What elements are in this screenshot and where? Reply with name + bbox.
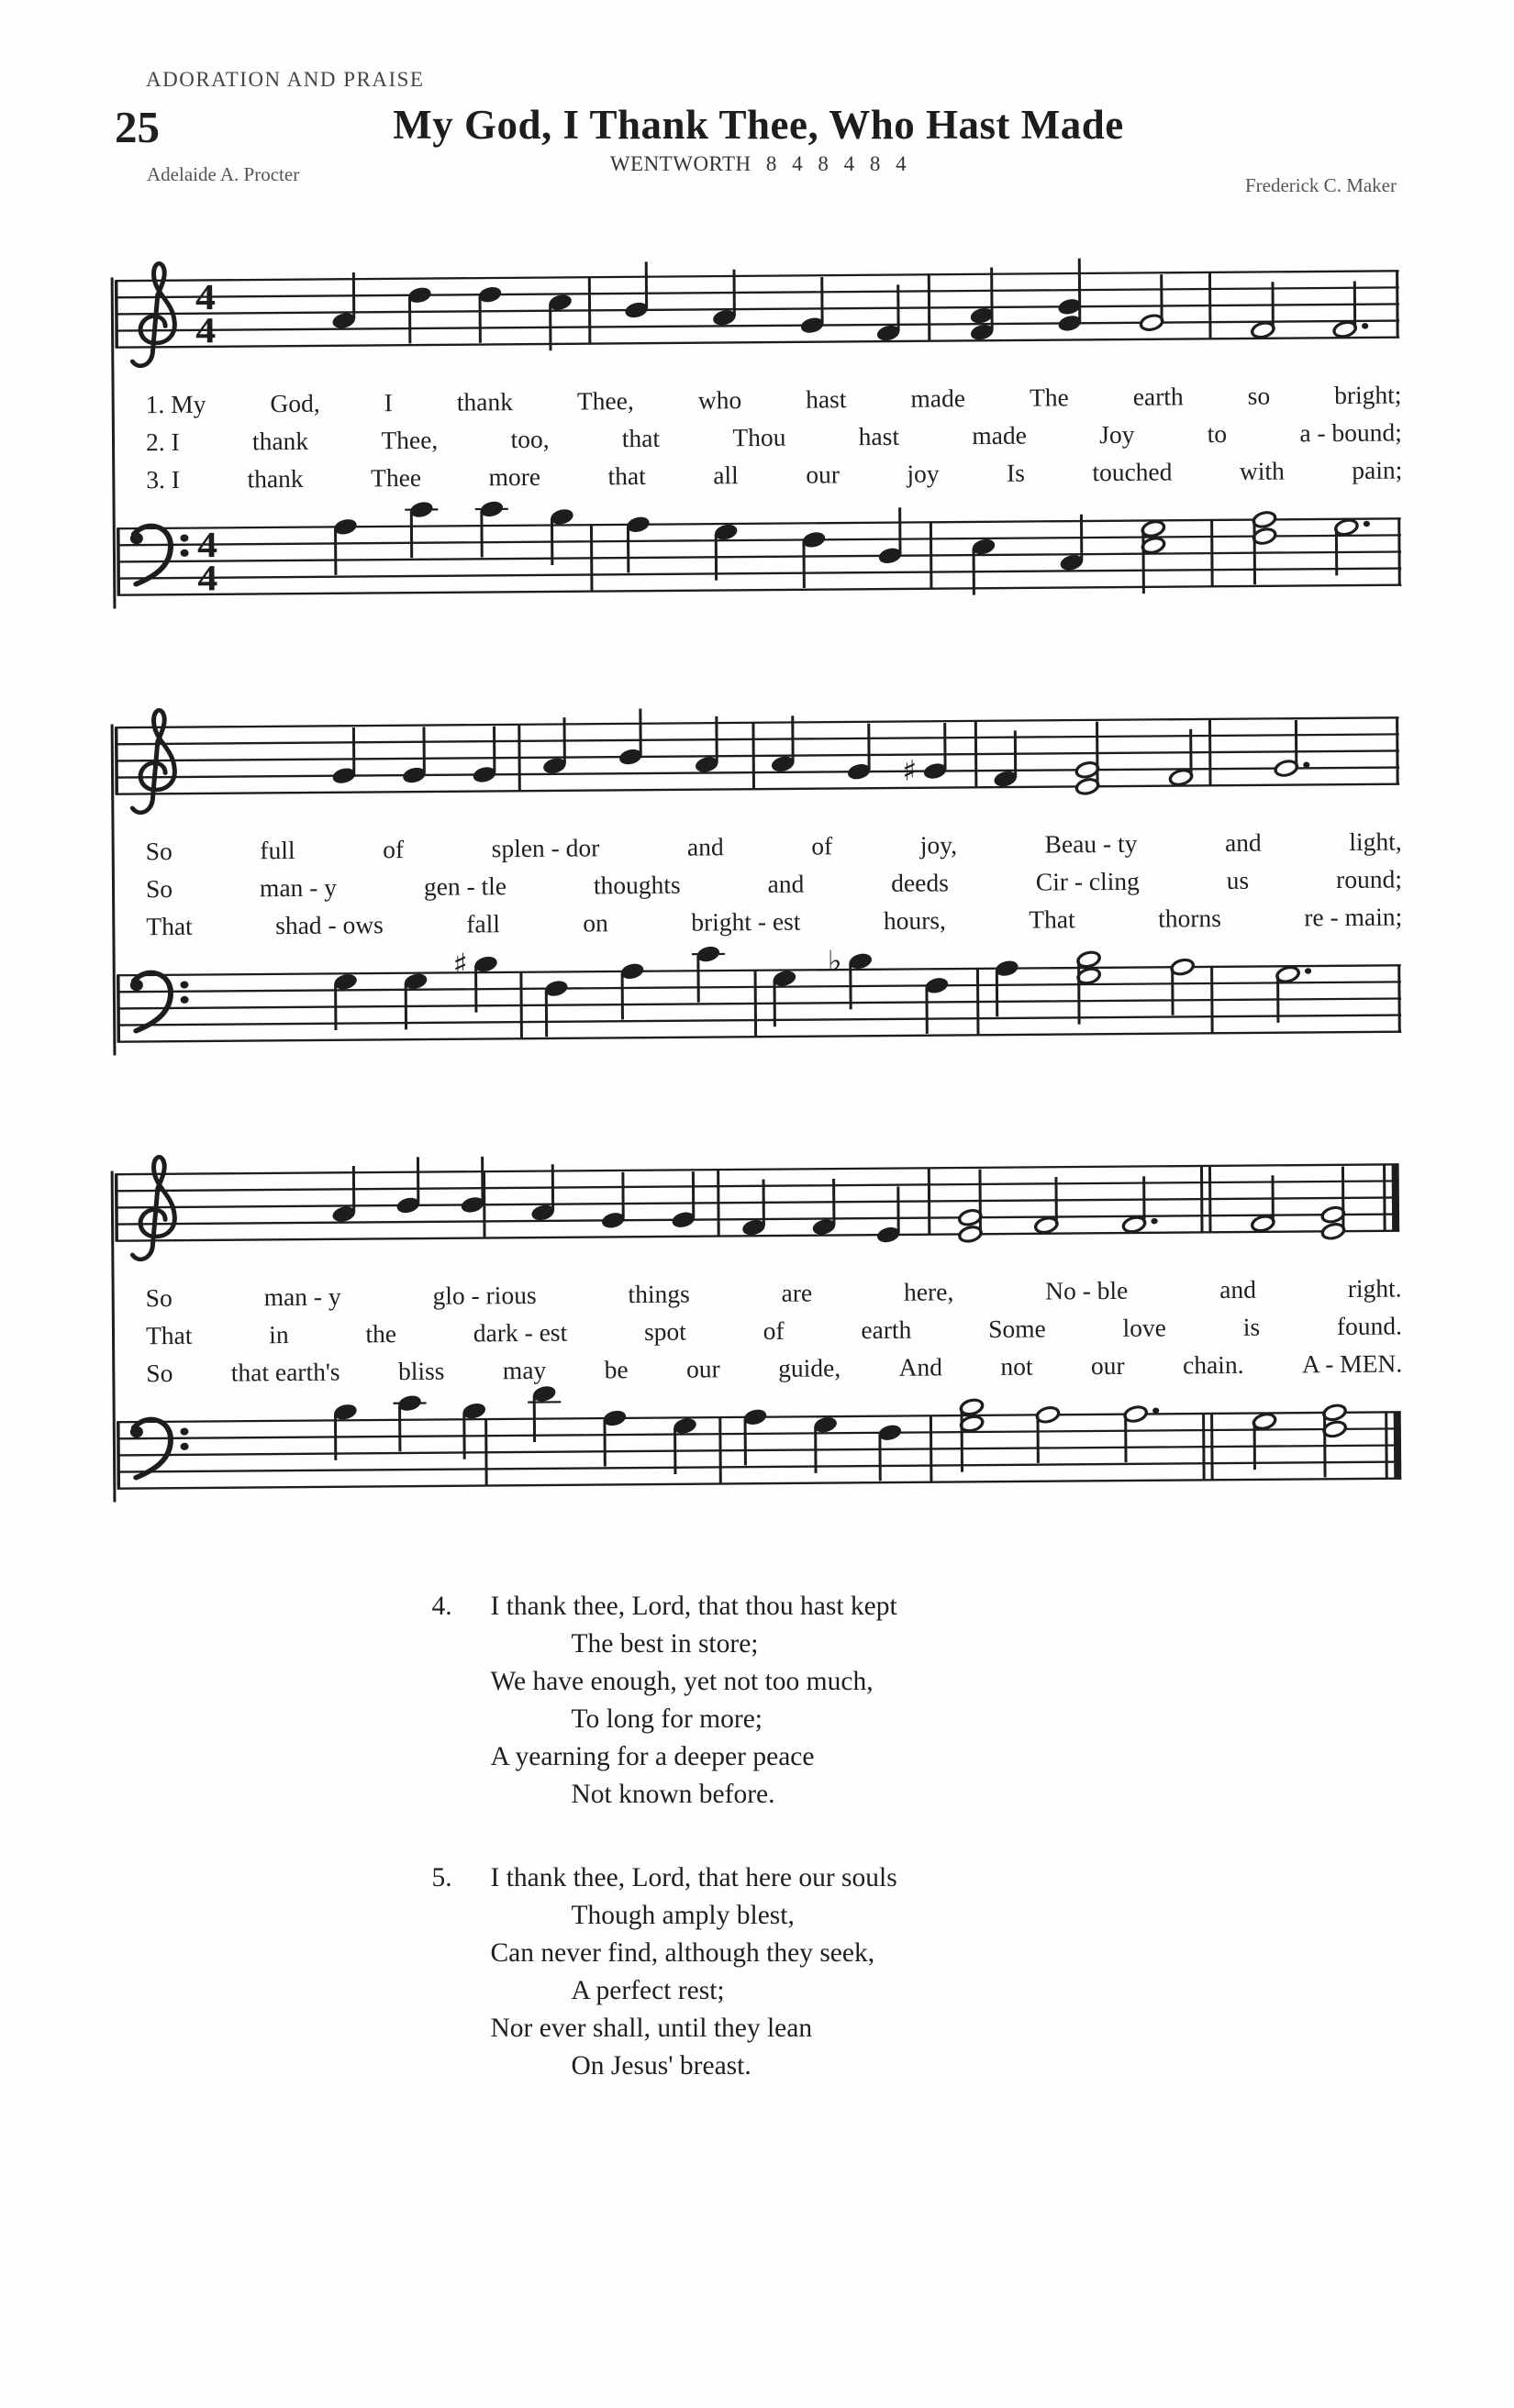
lyric-word: made — [972, 420, 1028, 450]
note — [1035, 1405, 1061, 1463]
lyric-word: shad - ows — [275, 910, 384, 940]
lyric-word: A - MEN. — [1301, 1348, 1403, 1379]
lyric-word: I — [384, 388, 393, 417]
lyric-word: man - y — [263, 1282, 341, 1312]
note — [1170, 958, 1196, 1015]
lyric-word: and — [1224, 827, 1262, 858]
verse-line: On Jesus' breast. — [571, 2051, 751, 2081]
note — [528, 1384, 562, 1442]
note — [462, 1402, 487, 1459]
verse-line: Nor ever shall, until they lean — [490, 2014, 813, 2043]
lyric-word: our — [806, 460, 840, 489]
note — [1033, 1177, 1059, 1235]
lyric-word: deeds — [891, 868, 949, 897]
note — [602, 1409, 628, 1467]
lyrics-block — [113, 375, 1405, 498]
bass-clef-icon — [130, 1419, 189, 1478]
lyric-word: The — [1029, 383, 1069, 412]
note — [1139, 274, 1164, 332]
note — [618, 708, 643, 766]
treble-staff — [111, 1126, 1403, 1286]
note — [1076, 950, 1102, 1025]
note — [623, 261, 649, 319]
lyric-word: and — [1219, 1274, 1257, 1304]
note — [1320, 1167, 1346, 1241]
note — [1074, 722, 1100, 796]
time-signature: 4 — [195, 311, 217, 351]
lyric-word: made — [910, 383, 966, 413]
lyric-word: thoughts — [593, 870, 681, 900]
accidental-icon: ♭ — [827, 944, 842, 978]
note — [994, 959, 1019, 1016]
lyric-word: Thou — [732, 422, 786, 452]
system — [111, 1126, 1405, 1534]
system — [111, 680, 1405, 1087]
lyric-word: a - bound; — [1299, 417, 1403, 448]
lyric-word: are — [781, 1278, 813, 1307]
note — [740, 1180, 766, 1237]
note — [959, 1398, 985, 1472]
lyric-word: not — [1000, 1351, 1033, 1381]
composer-name: Frederick C. Maker — [1244, 174, 1397, 196]
lyric-word: glo - rious — [432, 1280, 537, 1310]
note — [969, 267, 995, 341]
note — [472, 727, 497, 784]
note — [694, 716, 719, 774]
lyric-word: is — [1242, 1312, 1261, 1341]
verse-line: Can never find, although they seek, — [490, 1938, 875, 1968]
lyric-word: earth — [1132, 382, 1184, 411]
hymn-title: My God, I Thank Thee, Who Hast Made — [393, 102, 1124, 148]
tune-name-meter: WENTWORTH 8 4 8 4 8 4 — [609, 152, 907, 175]
lyric-word: 1. My — [145, 389, 206, 419]
note — [460, 1157, 485, 1215]
note — [1322, 1403, 1348, 1477]
note — [713, 523, 739, 581]
note — [625, 515, 651, 572]
note — [541, 717, 567, 775]
note — [1331, 281, 1368, 338]
note — [1059, 515, 1085, 572]
note — [333, 972, 359, 1030]
note — [992, 730, 1018, 788]
lyric-word: may — [502, 1355, 547, 1385]
lyric-word: So — [145, 837, 173, 866]
verse-line: A yearning for a deeper peace — [490, 1742, 815, 1771]
lyric-word: Some — [988, 1314, 1046, 1344]
lyric-word: Beau - ty — [1044, 828, 1138, 859]
note — [393, 1393, 427, 1451]
note — [770, 716, 796, 773]
note — [477, 285, 503, 343]
treble-staff — [111, 680, 1403, 839]
note — [875, 1186, 901, 1244]
lyric-word: on — [583, 908, 608, 938]
lyric-word: thank — [251, 426, 309, 456]
lyric-word: earth — [861, 1315, 912, 1345]
score — [113, 239, 1404, 1529]
verse-number: 4. — [431, 1592, 452, 1621]
lyric-word: dark - est — [473, 1317, 568, 1348]
note — [1252, 510, 1277, 584]
note — [877, 507, 903, 565]
lyric-word: Cir - cling — [1035, 866, 1140, 896]
lyric-word: right. — [1347, 1273, 1402, 1303]
lyric-word: So — [145, 874, 173, 904]
lyric-word: be — [604, 1355, 629, 1384]
note — [548, 293, 573, 350]
bass-staff — [113, 1374, 1405, 1534]
lyric-word: joy — [907, 459, 940, 488]
note — [330, 1166, 356, 1224]
lyric-word: man - y — [259, 872, 338, 903]
lyric-word: No - ble — [1045, 1275, 1129, 1305]
hymn-number: 25 — [115, 102, 160, 152]
note — [711, 270, 737, 327]
lyric-word: of — [811, 831, 833, 860]
lyric-word: to — [1207, 418, 1228, 449]
verse — [432, 1859, 1148, 2085]
lyric-word: with — [1239, 456, 1285, 485]
verse-line — [432, 1588, 1148, 1626]
lyric-word: So — [146, 1359, 173, 1388]
note — [619, 961, 645, 1019]
note — [801, 530, 827, 588]
lyric-word: fall — [466, 909, 501, 938]
verse-line: We have enough, yet not too much, — [490, 1667, 874, 1696]
lyric-word: hours, — [883, 905, 946, 935]
bass-staff — [113, 481, 1405, 640]
lyric-word: the — [365, 1319, 397, 1348]
note — [828, 944, 874, 1009]
lyric-word: Thee — [370, 462, 422, 493]
note — [333, 517, 359, 575]
note — [1168, 729, 1194, 787]
verse-line — [432, 1859, 1148, 1897]
lyric-word: bright; — [1334, 380, 1402, 410]
note — [875, 284, 901, 342]
note — [1275, 965, 1312, 1023]
bass-clef-icon — [130, 526, 189, 584]
time-signature: 4 — [195, 277, 217, 318]
lyric-word: God, — [270, 388, 320, 418]
note — [1056, 259, 1082, 333]
lyric-word: hast — [858, 421, 900, 451]
lyric-word: touched — [1092, 457, 1173, 487]
bass-staff — [113, 927, 1405, 1087]
note — [475, 500, 509, 558]
lyric-word: things — [628, 1279, 690, 1309]
note — [811, 1179, 837, 1237]
verse-line: The best in store; — [571, 1629, 759, 1659]
lyric-word: light, — [1349, 827, 1402, 856]
note — [670, 1171, 696, 1229]
accidental-icon: ♯ — [901, 754, 918, 788]
note — [452, 947, 499, 1012]
system — [111, 233, 1405, 640]
note — [799, 277, 825, 335]
lyric-word: here, — [903, 1277, 954, 1306]
lyric-word: bliss — [397, 1356, 445, 1386]
lyric-word: love — [1122, 1313, 1167, 1342]
note — [543, 979, 569, 1037]
note — [1141, 519, 1166, 594]
lyric-word: and — [686, 832, 724, 861]
time-signature: 4 — [196, 525, 218, 566]
lyric-word: bright - est — [691, 906, 801, 937]
lyric-word: our — [685, 1354, 720, 1383]
note — [332, 1403, 358, 1460]
lyric-word: Thee, — [576, 386, 634, 416]
lyric-word: splen - dor — [491, 833, 600, 863]
lyric-word: 3. I — [146, 464, 181, 494]
lyric-word: And — [898, 1352, 943, 1382]
time-signature: 4 — [197, 559, 218, 599]
lyric-word: Thee, — [381, 425, 439, 455]
note — [1250, 282, 1275, 339]
lyric-word: that — [621, 423, 661, 453]
note — [971, 538, 996, 595]
section-category: ADORATION AND PRAISE — [146, 68, 425, 91]
lyric-word: all — [713, 461, 739, 490]
note — [772, 969, 797, 1026]
lyric-word: that — [607, 461, 646, 491]
lyric-word: round; — [1335, 864, 1403, 894]
lyric-word: That — [1029, 904, 1075, 934]
verse-line: To long for more; — [571, 1704, 763, 1734]
lyric-word: 2. I — [145, 427, 180, 457]
note — [401, 727, 427, 784]
verse-line-text: I thank thee, Lord, that thou hast kept — [490, 1592, 897, 1621]
lyric-word: So — [145, 1283, 173, 1313]
lyric-word: found. — [1336, 1311, 1403, 1341]
note — [877, 1423, 903, 1481]
lyric-word: gen - tle — [423, 871, 507, 901]
lyric-word: joy, — [919, 830, 958, 860]
lyrics-block — [113, 1269, 1405, 1392]
lyric-word: That — [146, 911, 193, 941]
verse-line: A perfect rest; — [571, 1976, 725, 2005]
lyric-word: that earth's — [230, 1357, 340, 1387]
lyric-word: Is — [1006, 458, 1026, 487]
lyric-word: hast — [806, 384, 847, 414]
note — [529, 1164, 555, 1222]
note — [957, 1170, 983, 1244]
note — [403, 971, 429, 1029]
note — [406, 285, 432, 343]
note — [1333, 517, 1370, 575]
lyric-word: full — [260, 835, 295, 865]
note — [1121, 1176, 1158, 1234]
lyric-word: too, — [510, 424, 550, 454]
lyric-word: spot — [643, 1316, 686, 1346]
lyric-word: our — [1090, 1350, 1125, 1381]
note — [1250, 1175, 1275, 1233]
lyric-word: of — [383, 835, 405, 864]
lyric-word: pain; — [1352, 455, 1403, 484]
note — [331, 727, 357, 785]
author-name: Adelaide A. Procter — [147, 163, 300, 185]
lyric-word: and — [767, 869, 805, 898]
note — [549, 507, 574, 565]
lyric-word: so — [1247, 381, 1271, 410]
note — [1252, 1412, 1277, 1470]
verse-line-text: I thank thee, Lord, that here our souls — [490, 1863, 897, 1892]
lyric-word: thank — [247, 463, 304, 494]
note — [395, 1157, 421, 1215]
lyric-word: us — [1226, 865, 1250, 894]
verse-number: 5. — [431, 1863, 452, 1892]
verse-line: Though amply blest, — [571, 1901, 795, 1930]
note — [846, 724, 872, 782]
verses-section — [432, 1588, 1148, 2085]
lyric-word: re - main; — [1304, 902, 1403, 932]
bass-clef-icon — [130, 972, 189, 1031]
lyric-word: of — [763, 1315, 785, 1345]
verse-line: Not known before. — [571, 1780, 775, 1809]
lyric-word: in — [269, 1320, 289, 1349]
lyric-word: That — [145, 1320, 193, 1350]
note — [813, 1415, 839, 1473]
note — [742, 1407, 768, 1465]
note — [673, 1416, 698, 1474]
verse — [432, 1588, 1148, 1814]
lyrics-block — [113, 822, 1405, 945]
lyric-word: guide, — [778, 1353, 841, 1382]
note — [600, 1172, 626, 1230]
treble-staff — [111, 233, 1403, 393]
lyric-word: Joy — [1099, 419, 1135, 449]
lyric-word: chain. — [1182, 1349, 1244, 1380]
lyric-word: more — [488, 461, 541, 492]
note — [330, 272, 356, 330]
lyric-word: who — [697, 385, 742, 415]
lyric-word: thorns — [1158, 904, 1222, 933]
note — [692, 945, 726, 1003]
accidental-icon: ♯ — [452, 947, 469, 981]
hymn-header — [113, 101, 1404, 207]
note — [405, 500, 439, 558]
lyric-word: thank — [456, 387, 514, 416]
credits-row — [113, 150, 1404, 207]
note — [924, 976, 950, 1034]
